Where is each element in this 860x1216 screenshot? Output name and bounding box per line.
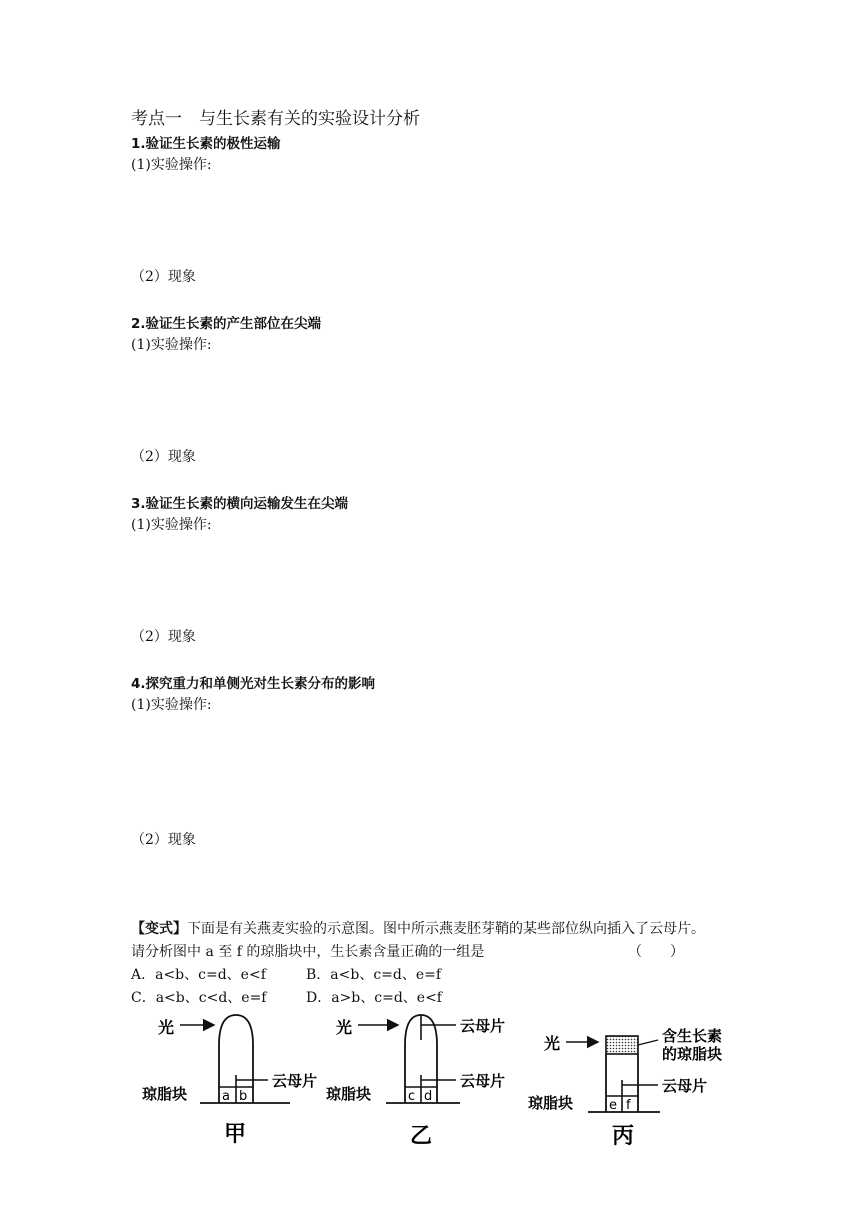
section-3-heading: 3.验证生长素的横向运输发生在尖端 xyxy=(131,496,349,512)
section-2-operation: (1)实验操作: xyxy=(131,337,212,353)
block-d-label: d xyxy=(424,1089,433,1104)
section-4-operation: (1)实验操作: xyxy=(131,697,212,713)
option-c: C．a<b、c<d、e=f xyxy=(131,990,267,1006)
yi-mica-label: 云母片 xyxy=(460,1072,506,1090)
page-title: 考点一 与生长素有关的实验设计分析 xyxy=(131,109,420,129)
panel-label-jia: 甲 xyxy=(224,1122,247,1147)
yi-top-mica-label: 云母片 xyxy=(460,1017,506,1035)
option-a: A．a<b、c=d、e<f xyxy=(131,967,266,983)
section-2-heading: 2.验证生长素的产生部位在尖端 xyxy=(131,316,322,332)
option-b: B．a<b、c=d、e=f xyxy=(306,967,442,983)
yi-light-label: 光 xyxy=(336,1018,353,1037)
block-e-label: e xyxy=(609,1098,617,1113)
block-b-label: b xyxy=(239,1089,248,1104)
panel-label-yi: 乙 xyxy=(410,1124,433,1149)
bing-light-label: 光 xyxy=(544,1034,561,1053)
auxin-agar-label-1: 含生长素 xyxy=(662,1027,723,1045)
auxin-agar-pointer xyxy=(638,1040,658,1045)
auxin-agar-label-2: 的琼脂块 xyxy=(662,1045,723,1063)
block-c-label: c xyxy=(408,1089,416,1104)
section-1-phenomenon: （2）现象 xyxy=(131,269,196,285)
option-d: D．a>b、c=d、e<f xyxy=(306,990,442,1006)
auxin-agar-block xyxy=(606,1036,638,1054)
panel-jia xyxy=(142,1015,317,1147)
jia-mica-label: 云母片 xyxy=(272,1072,318,1090)
block-a-label: a xyxy=(222,1089,230,1104)
question-line-2: 请分析图中 a 至 f 的琼脂块中，生长素含量正确的一组是 xyxy=(131,944,485,960)
question-tag: 【变式】 xyxy=(131,921,187,937)
question-stem-1: 下面是有关燕麦实验的示意图。图中所示燕麦胚芽鞘的某些部位纵向插入了云母片。 xyxy=(187,921,705,937)
section-2-phenomenon: （2）现象 xyxy=(131,449,196,465)
jia-agar-label: 琼脂块 xyxy=(142,1085,188,1103)
bing-mica-label: 云母片 xyxy=(662,1077,708,1095)
panel-bing xyxy=(528,1027,722,1149)
section-1-heading: 1.验证生长素的极性运输 xyxy=(131,136,281,152)
bing-agar-label: 琼脂块 xyxy=(528,1094,574,1112)
jia-light-label: 光 xyxy=(158,1018,175,1037)
section-3-operation: (1)实验操作: xyxy=(131,517,212,533)
section-1-operation: (1)实验操作: xyxy=(131,157,212,173)
block-f-label: f xyxy=(626,1098,631,1113)
section-4-heading: 4.探究重力和单侧光对生长素分布的影响 xyxy=(131,676,376,692)
yi-agar-label: 琼脂块 xyxy=(326,1085,372,1103)
panel-label-bing: 丙 xyxy=(612,1124,635,1149)
section-4-phenomenon: （2）现象 xyxy=(131,832,196,848)
panel-yi xyxy=(326,1015,505,1149)
section-3-phenomenon: （2）现象 xyxy=(131,629,196,645)
answer-parentheses: （ ） xyxy=(628,944,684,960)
